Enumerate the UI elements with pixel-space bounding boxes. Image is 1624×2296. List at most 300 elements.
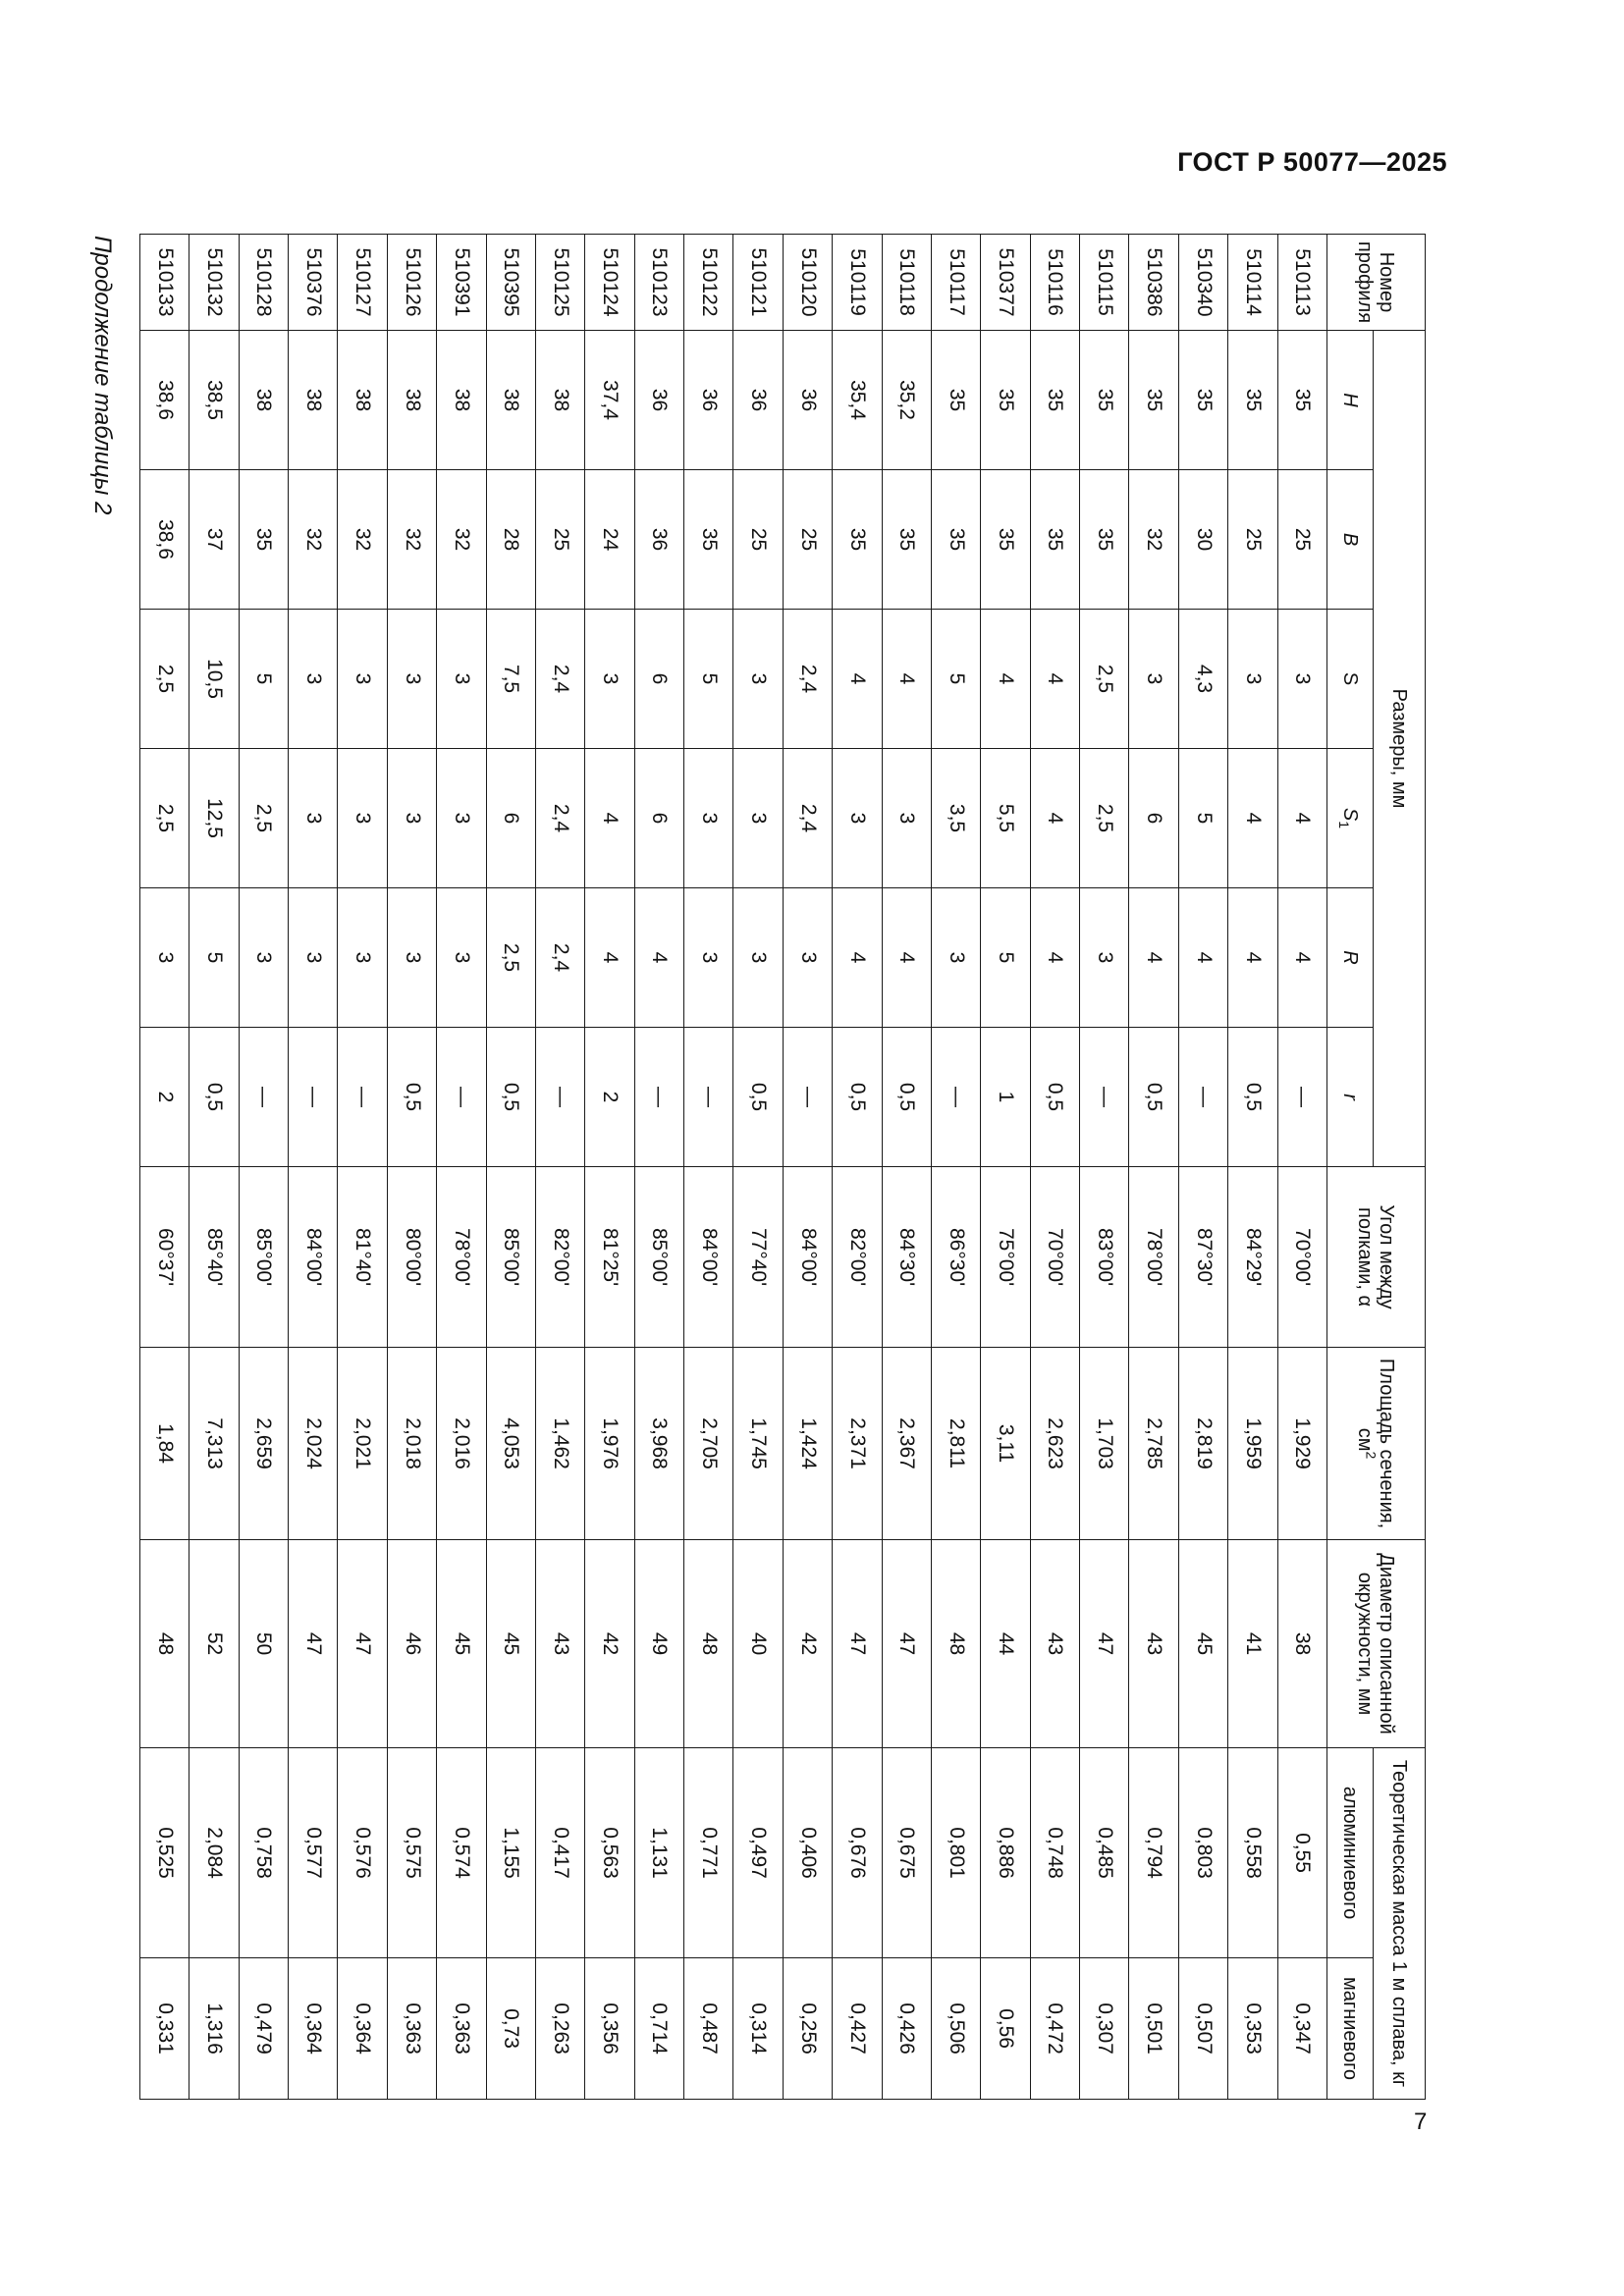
cell-aluminium: 0,794 [1129,1748,1178,1958]
cell-diameter: 41 [1228,1540,1277,1748]
cell-profile: 510123 [634,235,683,331]
cell-angle: 84°30' [882,1167,931,1348]
cell-S1: 6 [634,749,683,888]
cell-S1: 4 [1277,749,1326,888]
cell-H: 35 [981,331,1030,470]
cell-R: 3 [239,888,288,1028]
cell-S: 3 [733,610,783,749]
table-row [783,235,832,2100]
cell-profile: 510119 [833,235,882,331]
cell-S1: 2,5 [140,749,189,888]
cell-diameter: 42 [783,1540,832,1748]
cell-S: 4,3 [1178,610,1227,749]
cell-angle: 87°30' [1178,1167,1227,1348]
table-row [932,235,981,2100]
cell-magnesium: 0,364 [338,1958,387,2100]
cell-B: 37 [189,470,239,610]
cell-profile: 510133 [140,235,189,331]
cell-magnesium: 0,263 [536,1958,585,2100]
cell-profile: 510391 [437,235,486,331]
cell-diameter: 47 [1080,1540,1129,1748]
table-row [733,235,783,2100]
cell-area: 7,313 [189,1348,239,1540]
cell-R: 3 [289,888,338,1028]
cell-angle: 85°00' [486,1167,535,1348]
profile-table [139,234,1426,2100]
header-S1-label: S [1339,807,1361,822]
table-body [140,235,1327,2100]
rotated-table-region [89,234,1426,2088]
table-row [239,235,288,2100]
cell-B: 38,6 [140,470,189,610]
cell-B: 32 [387,470,436,610]
cell-R: 2,4 [536,888,585,1028]
cell-R: 3 [932,888,981,1028]
cell-angle: 70°00' [1277,1167,1326,1348]
cell-area: 3,968 [634,1348,683,1540]
cell-S1: 3 [833,749,882,888]
cell-diameter: 42 [585,1540,634,1748]
cell-magnesium: 0,363 [437,1958,486,2100]
cell-diameter: 43 [536,1540,585,1748]
cell-R: 3 [437,888,486,1028]
cell-r: 0,5 [882,1028,931,1167]
cell-S1: 4 [585,749,634,888]
cell-area: 1,84 [140,1348,189,1540]
cell-diameter: 50 [239,1540,288,1748]
cell-B: 24 [585,470,634,610]
cell-R: 2,5 [486,888,535,1028]
cell-aluminium: 0,675 [882,1748,931,1958]
cell-r: — [684,1028,733,1167]
cell-B: 25 [1277,470,1326,610]
cell-r: — [338,1028,387,1167]
cell-angle: 60°37' [140,1167,189,1348]
cell-S: 3 [338,610,387,749]
header-area-superscript: 2 [1364,1451,1380,1460]
cell-aluminium: 0,525 [140,1748,189,1958]
cell-H: 38 [289,331,338,470]
cell-diameter: 45 [437,1540,486,1748]
cell-profile: 510120 [783,235,832,331]
cell-S: 2,5 [1080,610,1129,749]
table-row [1277,235,1326,2100]
cell-area: 1,745 [733,1348,783,1540]
cell-diameter: 44 [981,1540,1030,1748]
cell-diameter: 47 [338,1540,387,1748]
cell-magnesium: 0,56 [981,1958,1030,2100]
cell-H: 37,4 [585,331,634,470]
cell-R: 3 [140,888,189,1028]
cell-magnesium: 0,364 [289,1958,338,2100]
cell-S1: 5,5 [981,749,1030,888]
cell-r: 0,5 [1030,1028,1079,1167]
cell-aluminium: 0,558 [1228,1748,1277,1958]
cell-r: 1 [981,1028,1030,1167]
cell-R: 4 [1178,888,1227,1028]
cell-angle: 75°00' [981,1167,1030,1348]
cell-magnesium: 0,427 [833,1958,882,2100]
cell-H: 38 [486,331,535,470]
header-dimensions: Размеры, мм [1374,331,1426,1167]
cell-R: 4 [585,888,634,1028]
cell-B: 25 [733,470,783,610]
cell-aluminium: 0,575 [387,1748,436,1958]
cell-r: — [289,1028,338,1167]
cell-area: 1,976 [585,1348,634,1540]
cell-magnesium: 0,487 [684,1958,733,2100]
header-R: R [1327,888,1374,1028]
cell-angle: 84°00' [289,1167,338,1348]
cell-B: 36 [634,470,683,610]
cell-S1: 3 [437,749,486,888]
cell-profile: 510377 [981,235,1030,331]
cell-B: 35 [882,470,931,610]
cell-magnesium: 0,73 [486,1958,535,2100]
cell-magnesium: 0,479 [239,1958,288,2100]
cell-angle: 82°00' [833,1167,882,1348]
cell-diameter: 40 [733,1540,783,1748]
cell-area: 1,703 [1080,1348,1129,1540]
cell-S1: 3 [289,749,338,888]
cell-S: 3 [387,610,436,749]
cell-R: 3 [387,888,436,1028]
cell-S1: 5 [1178,749,1227,888]
table-row [289,235,338,2100]
table-row [387,235,436,2100]
table-row [1228,235,1277,2100]
cell-S: 5 [684,610,733,749]
cell-aluminium: 0,406 [783,1748,832,1958]
table-row [140,235,189,2100]
cell-aluminium: 0,886 [981,1748,1030,1958]
cell-aluminium: 2,084 [189,1748,239,1958]
header-S1 [1327,749,1374,888]
cell-B: 30 [1178,470,1227,610]
cell-diameter: 38 [1277,1540,1326,1748]
cell-profile: 510132 [189,235,239,331]
cell-aluminium: 0,563 [585,1748,634,1958]
cell-S1: 3,5 [932,749,981,888]
cell-S1: 2,4 [783,749,832,888]
cell-area: 2,659 [239,1348,288,1540]
cell-S1: 3 [338,749,387,888]
cell-S1: 2,4 [536,749,585,888]
cell-S: 2,4 [536,610,585,749]
cell-aluminium: 1,155 [486,1748,535,1958]
cell-H: 38 [338,331,387,470]
cell-S: 3 [289,610,338,749]
table-row [833,235,882,2100]
cell-H: 38 [387,331,436,470]
cell-profile: 510128 [239,235,288,331]
cell-H: 38 [239,331,288,470]
cell-profile: 510117 [932,235,981,331]
cell-B: 32 [338,470,387,610]
cell-r: — [239,1028,288,1167]
cell-angle: 80°00' [387,1167,436,1348]
cell-H: 35 [1129,331,1178,470]
cell-profile: 510376 [289,235,338,331]
cell-B: 25 [1228,470,1277,610]
cell-r: — [536,1028,585,1167]
cell-B: 35 [1080,470,1129,610]
cell-profile: 510127 [338,235,387,331]
cell-S: 10,5 [189,610,239,749]
header-diameter: Диаметр описанной окружности, мм [1327,1540,1426,1748]
header-aluminium: алюминиевого [1327,1748,1374,1958]
cell-aluminium: 0,576 [338,1748,387,1958]
cell-aluminium: 0,803 [1178,1748,1227,1958]
cell-r: — [932,1028,981,1167]
cell-diameter: 46 [387,1540,436,1748]
cell-R: 3 [338,888,387,1028]
cell-area: 2,018 [387,1348,436,1540]
cell-angle: 86°30' [932,1167,981,1348]
cell-magnesium: 0,472 [1030,1958,1079,2100]
cell-angle: 84°00' [783,1167,832,1348]
cell-H: 35,2 [882,331,931,470]
cell-r: 0,5 [833,1028,882,1167]
cell-S: 5 [239,610,288,749]
cell-B: 35 [932,470,981,610]
cell-B: 35 [981,470,1030,610]
cell-r: — [783,1028,832,1167]
cell-B: 25 [783,470,832,610]
header-magnesium: магниевого [1327,1958,1374,2100]
cell-r: 0,5 [1129,1028,1178,1167]
cell-R: 3 [733,888,783,1028]
header-area-label: Площадь сечения, см [1354,1358,1398,1529]
cell-B: 35 [239,470,288,610]
cell-angle: 77°40' [733,1167,783,1348]
header-theoretical-mass: Теоретическая масса 1 м сплава, кг [1374,1748,1426,2100]
cell-area: 2,819 [1178,1348,1227,1540]
cell-r: 0,5 [486,1028,535,1167]
cell-magnesium: 0,356 [585,1958,634,2100]
cell-diameter: 52 [189,1540,239,1748]
cell-profile: 510395 [486,235,535,331]
cell-S1: 4 [1228,749,1277,888]
cell-magnesium: 0,506 [932,1958,981,2100]
header-B: B [1327,470,1374,610]
cell-angle: 85°00' [239,1167,288,1348]
cell-aluminium: 0,676 [833,1748,882,1958]
table-row [437,235,486,2100]
cell-B: 35 [1030,470,1079,610]
cell-magnesium: 0,426 [882,1958,931,2100]
cell-area: 1,424 [783,1348,832,1540]
cell-angle: 81°40' [338,1167,387,1348]
cell-magnesium: 0,363 [387,1958,436,2100]
cell-r: — [1080,1028,1129,1167]
cell-S1: 3 [882,749,931,888]
cell-area: 1,929 [1277,1348,1326,1540]
cell-H: 35 [1030,331,1079,470]
table-row [1080,235,1129,2100]
cell-diameter: 45 [486,1540,535,1748]
cell-profile: 510122 [684,235,733,331]
header-area [1327,1348,1426,1540]
cell-area: 2,371 [833,1348,882,1540]
cell-aluminium: 0,497 [733,1748,783,1958]
page-number: 7 [1414,2109,1428,2135]
cell-B: 25 [536,470,585,610]
cell-H: 38 [437,331,486,470]
cell-profile: 510340 [1178,235,1227,331]
cell-r: 0,5 [387,1028,436,1167]
cell-area: 2,367 [882,1348,931,1540]
cell-area: 2,705 [684,1348,733,1540]
cell-magnesium: 0,353 [1228,1958,1277,2100]
cell-S1: 2,5 [1080,749,1129,888]
cell-aluminium: 0,574 [437,1748,486,1958]
cell-S: 4 [882,610,931,749]
cell-area: 3,11 [981,1348,1030,1540]
cell-S: 2,4 [783,610,832,749]
cell-H: 36 [634,331,683,470]
cell-S: 3 [1277,610,1326,749]
cell-aluminium: 0,758 [239,1748,288,1958]
cell-B: 32 [1129,470,1178,610]
cell-r: — [634,1028,683,1167]
cell-magnesium: 0,256 [783,1958,832,2100]
cell-H: 38,6 [140,331,189,470]
cell-magnesium: 0,307 [1080,1958,1129,2100]
cell-H: 35 [1080,331,1129,470]
table-row [981,235,1030,2100]
cell-diameter: 48 [140,1540,189,1748]
header-r: r [1327,1028,1374,1167]
cell-S: 6 [634,610,683,749]
cell-angle: 84°29' [1228,1167,1277,1348]
cell-r: 0,5 [189,1028,239,1167]
cell-H: 38,5 [189,331,239,470]
cell-S1: 12,5 [189,749,239,888]
cell-aluminium: 0,417 [536,1748,585,1958]
cell-R: 4 [1228,888,1277,1028]
cell-R: 4 [1030,888,1079,1028]
cell-magnesium: 0,314 [733,1958,783,2100]
cell-area: 1,959 [1228,1348,1277,1540]
cell-H: 36 [783,331,832,470]
table-row [1129,235,1178,2100]
table-caption: Продолжение таблицы 2 [89,236,116,515]
cell-S1: 6 [1129,749,1178,888]
cell-angle: 85°40' [189,1167,239,1348]
cell-profile: 510115 [1080,235,1129,331]
cell-diameter: 49 [634,1540,683,1748]
cell-magnesium: 0,331 [140,1958,189,2100]
cell-area: 2,623 [1030,1348,1079,1540]
cell-r: 0,5 [733,1028,783,1167]
cell-r: — [1277,1028,1326,1167]
cell-magnesium: 0,347 [1277,1958,1326,2100]
cell-S: 4 [1030,610,1079,749]
cell-S1: 2,5 [239,749,288,888]
cell-H: 35,4 [833,331,882,470]
cell-diameter: 45 [1178,1540,1227,1748]
cell-angle: 70°00' [1030,1167,1079,1348]
cell-area: 2,785 [1129,1348,1178,1540]
cell-r: — [1178,1028,1227,1167]
cell-profile: 510113 [1277,235,1326,331]
cell-S1: 3 [733,749,783,888]
cell-angle: 83°00' [1080,1167,1129,1348]
cell-S: 4 [833,610,882,749]
cell-H: 38 [536,331,585,470]
table-row [1178,235,1227,2100]
cell-diameter: 48 [684,1540,733,1748]
cell-aluminium: 0,801 [932,1748,981,1958]
cell-B: 32 [437,470,486,610]
cell-aluminium: 0,748 [1030,1748,1079,1958]
table-row [338,235,387,2100]
cell-S1: 3 [387,749,436,888]
table-row [684,235,733,2100]
cell-profile: 510116 [1030,235,1079,331]
cell-area: 4,053 [486,1348,535,1540]
cell-profile: 510124 [585,235,634,331]
cell-angle: 78°00' [437,1167,486,1348]
cell-B: 28 [486,470,535,610]
cell-profile: 510126 [387,235,436,331]
table-row [585,235,634,2100]
cell-R: 3 [1080,888,1129,1028]
cell-S: 2,5 [140,610,189,749]
cell-profile: 510125 [536,235,585,331]
cell-magnesium: 0,501 [1129,1958,1178,2100]
table-row [1030,235,1079,2100]
cell-H: 36 [733,331,783,470]
cell-angle: 84°00' [684,1167,733,1348]
cell-H: 35 [932,331,981,470]
cell-H: 35 [1228,331,1277,470]
cell-H: 35 [1178,331,1227,470]
cell-H: 35 [1277,331,1326,470]
cell-area: 2,016 [437,1348,486,1540]
cell-diameter: 47 [833,1540,882,1748]
cell-R: 3 [684,888,733,1028]
cell-S: 3 [1129,610,1178,749]
cell-aluminium: 0,577 [289,1748,338,1958]
cell-angle: 78°00' [1129,1167,1178,1348]
cell-profile: 510386 [1129,235,1178,331]
header-angle: Угол между полками, α [1327,1167,1426,1348]
cell-magnesium: 0,507 [1178,1958,1227,2100]
table-row [486,235,535,2100]
table-row [189,235,239,2100]
cell-angle: 85°00' [634,1167,683,1348]
header-S1-subscript: 1 [1336,821,1352,829]
cell-B: 35 [684,470,733,610]
table-row [536,235,585,2100]
cell-area: 2,811 [932,1348,981,1540]
cell-S: 4 [981,610,1030,749]
cell-R: 3 [783,888,832,1028]
cell-aluminium: 0,771 [684,1748,733,1958]
cell-profile: 510114 [1228,235,1277,331]
cell-area: 2,024 [289,1348,338,1540]
table-row [634,235,683,2100]
table-row [882,235,931,2100]
cell-S1: 6 [486,749,535,888]
cell-B: 32 [289,470,338,610]
cell-magnesium: 0,714 [634,1958,683,2100]
document-id: ГОСТ Р 50077—2025 [1177,147,1447,177]
cell-diameter: 47 [289,1540,338,1748]
cell-B: 35 [833,470,882,610]
